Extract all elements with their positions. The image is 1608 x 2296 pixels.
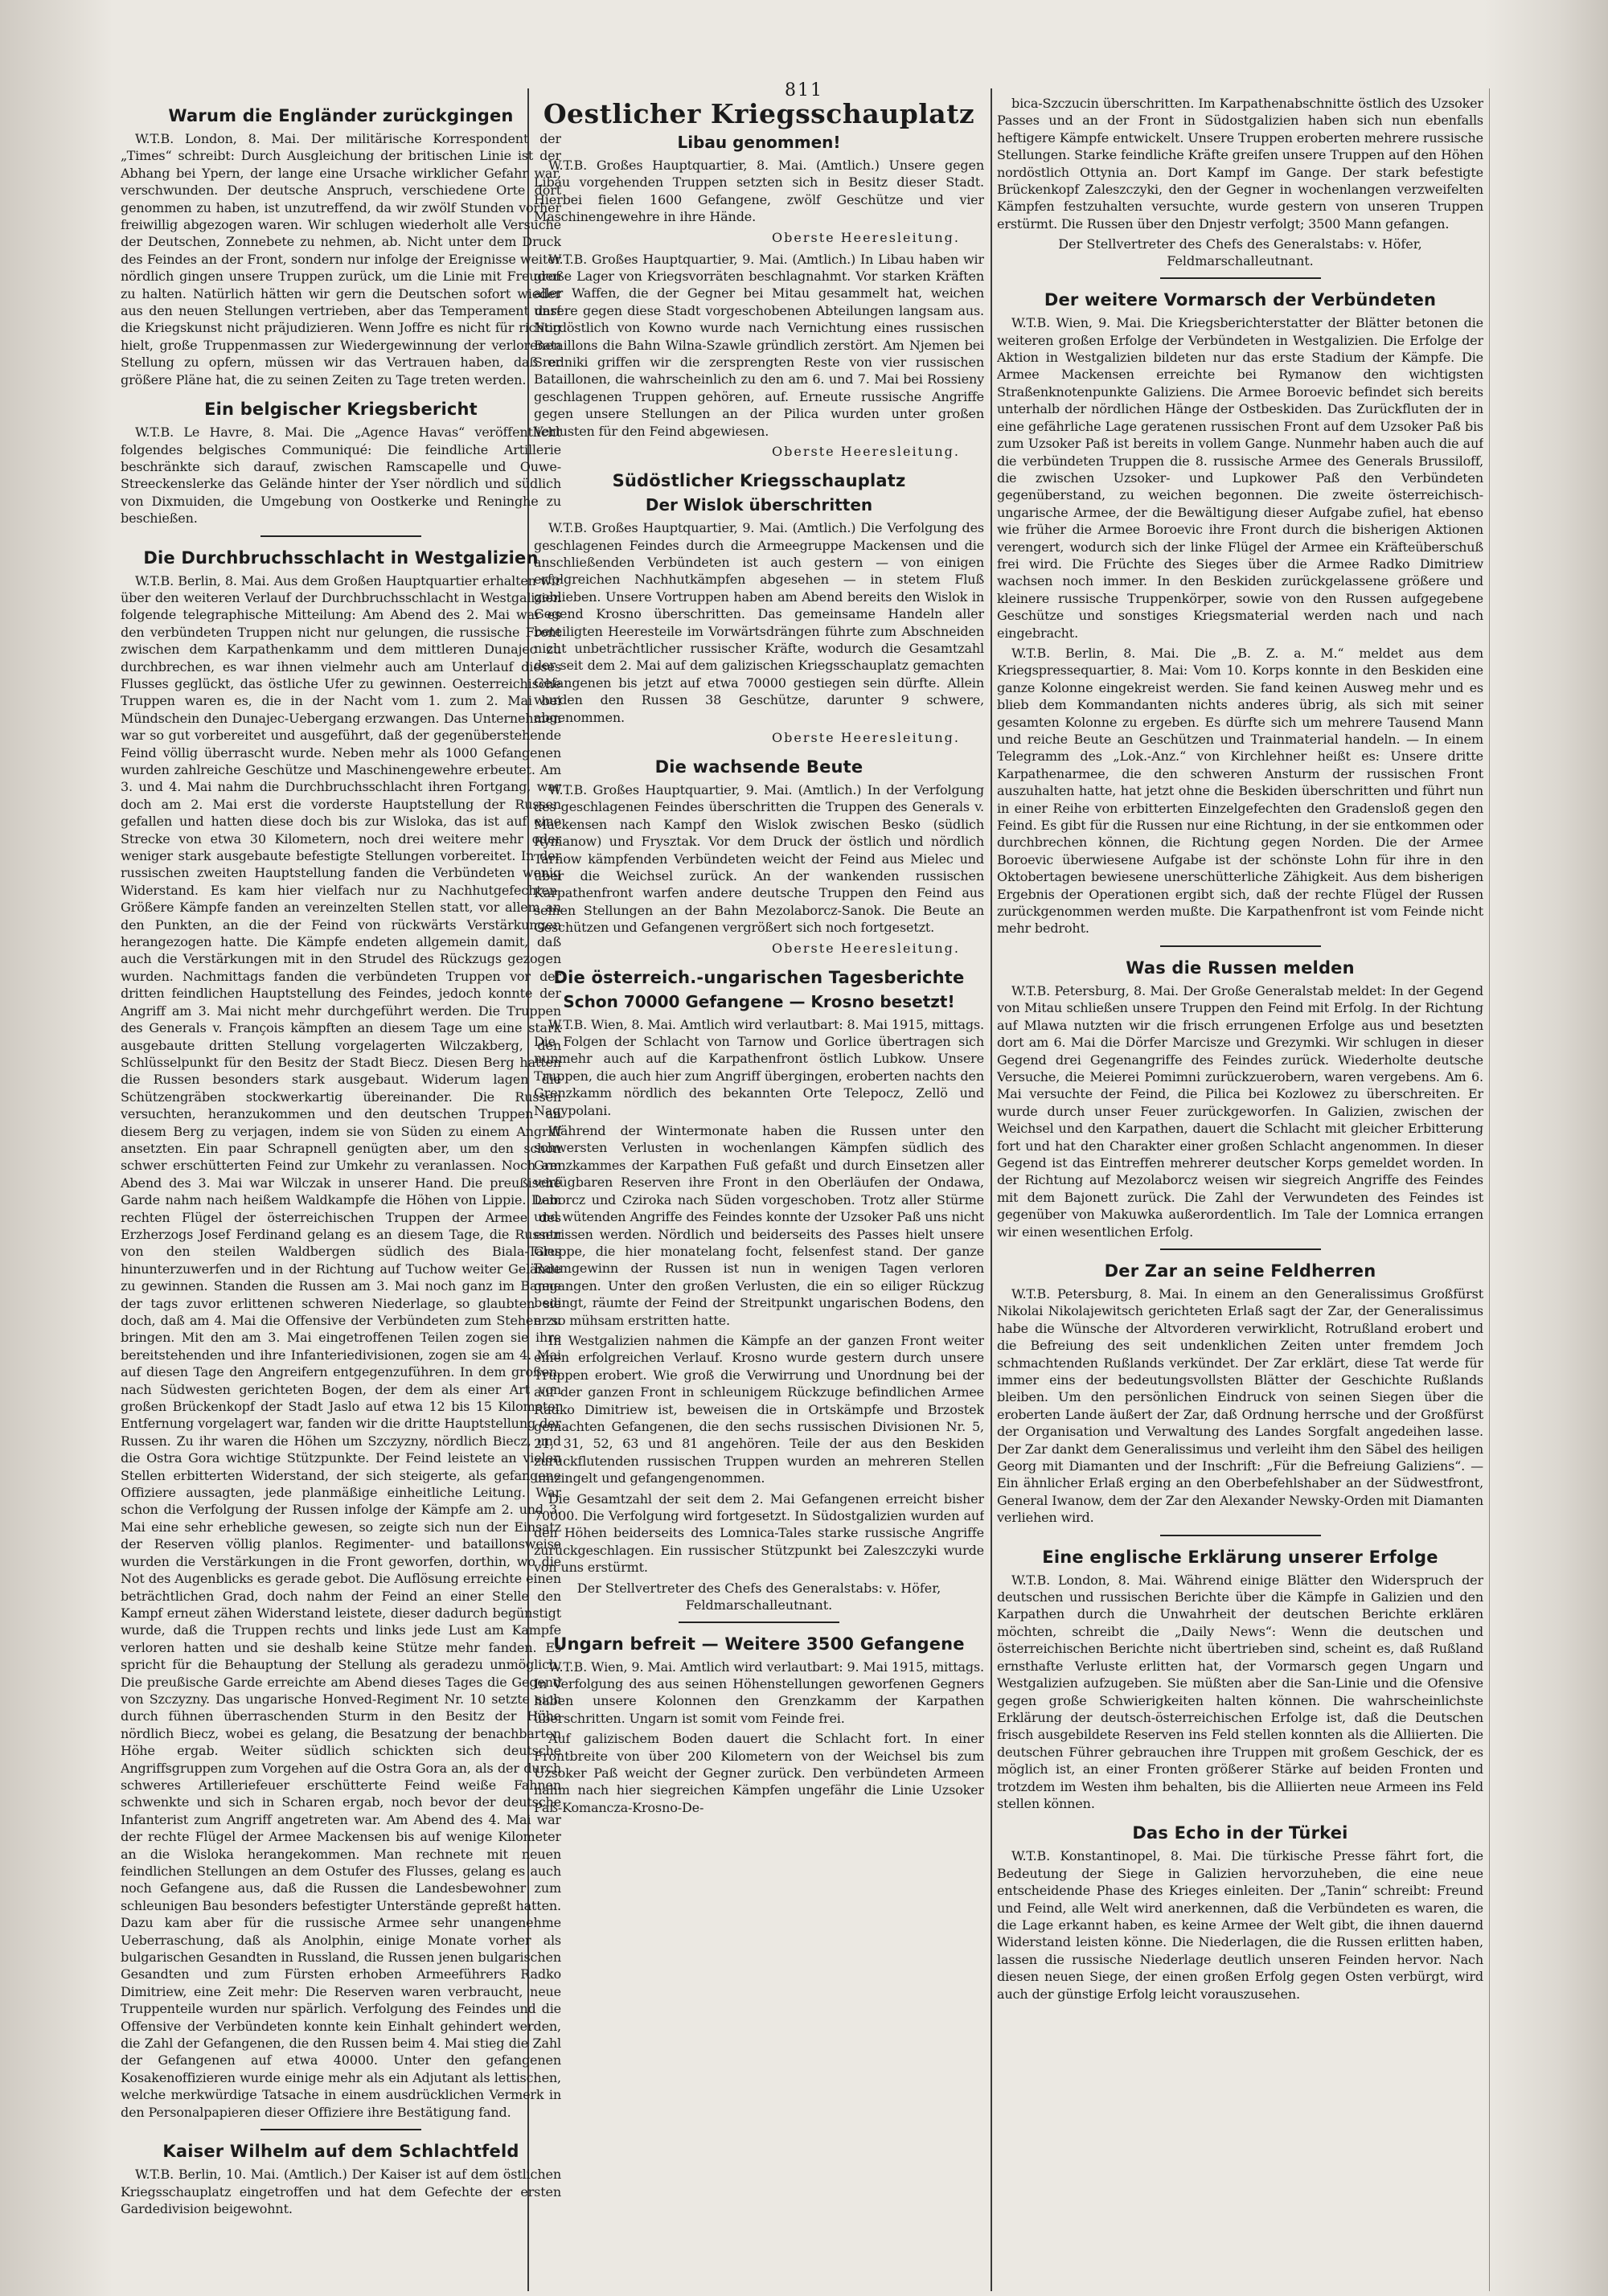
section-separator — [1160, 1248, 1321, 1250]
article-paragraph: W.T.B. Berlin, 10. Mai. (Amtlich.) Der Kaiser ist auf dem östlichen Kriegsschauplatz eingetroffen und hat dem Gefechte der ersten Gardedivision beigewohnt. — [121, 2167, 561, 2216]
section-separator — [1160, 1535, 1321, 1536]
article-paragraph: W.T.B. London, 8. Mai. Während einige Blätter den Widerspruch der deutschen und russischen Berichte über die Kämpfe in Galizien und den Karpathen durch die Unwahrheit der deutschen Berichte erklären möchten, schreibt die „Daily News“: Wenn die deutschen und österreichischen Berichte nicht übertrieben sind, scheint es, daß Rußland ernsthafte Verluste erlitten hat, der Vormarsch gegen Ungarn und Westgalizien aufzugeben. Sie müßten aber die San-Linie und die Ofensive gegen große Schwierigkeiten halten können. Die wahrscheinlichste Erklärung der deutsch-österreichischen Erfolge ist, daß die Deutschen frisch ausgebildete Reserven ins Feld stellen konnten als die Alliierten. Die deutschen Führer gebrauchen ihre Truppen mit großem Geschick, der es möglich ist, an einer Fronten größerer Stärke auf beiden Fronten und trotzdem im Westen ihm behalten, bis die Alliierten neue Armeen ins Feld stellen können. — [997, 1572, 1483, 1811]
article-paragraph: W.T.B. Wien, 9. Mai. Amtlich wird verlautbart: 9. Mai 1915, mittags. In Verfolgung des aus seinen Höhenstellungen geworfenen Gegners haben unsere Kolonnen den Grenzkamm der Karpathen überschritten. Ungarn ist somit vom Feinde frei. — [534, 1658, 984, 1726]
article-signature: Oberste Heeresleitung. — [772, 229, 960, 245]
article-paragraph: W.T.B. Wien, 9. Mai. Die Kriegsberichterstatter der Blätter betonen die weiteren großen Erfolge der Verbündeten in Westgalizien. Die Erfolge der Aktion in Westgalizien bildeten nur das erste Stadium der Kämpfe. Die Armee Mackensen erreichte bei Rymanow den wichtigsten Straßenknotenpunkte Galiziens. Die Armee Boroevic befindet sich bereits unterhalb der nördlichen Hänge der Ostbeskiden. Das Zurückfluten der in eine gefährliche Lage geratenen russischen Front auf dem Uzsoker Paß bis zum Uzsoker Paß ist bereits in vollem Gange. Nunmehr haben auch die auf die verbündeten Truppen die 8. russische Armee des Generals Brussiloff, die zwischen Uzsoker- und Lupkower Paß den Verbündeten gegenüberstand, zu weichen begonnen. Die zweite österreichisch-ungarische Armee, der die Bewältigung dieser Aufgabe zufiel, hat ebenso wie früher die Armee Boroevic ihre Front durch die bisherigen Aktionen verengert, wodurch sich der linke Flügel der Armee ein Kräfteüberschuß frei wird. Die Früchte des Sieges über die Armee Radko Dimitriew wachsen noch immer. In den Beskiden zurückgelassene größere und kleinere russische Truppenkörper, sowie von den Russen aufgegebene Geschütze und sonstiges Kriegsmaterial werden nach und nach eingebracht. — [997, 315, 1483, 641]
article-headline: Die wachsende Beute — [654, 756, 863, 777]
article-headline: Das Echo in der Türkei — [1132, 1823, 1348, 1843]
article-subheadline: Der Wislok überschritten — [645, 495, 873, 515]
article-paragraph: Während der Wintermonate haben die Russen unter den schwersten Verlusten in wochenlangen Kämpfen südlich des Grenzkammes der Karpathen Fuß gefaßt und durch Einsetzen aller verfügbaren Reserven ihre Front in den Oberläufen der Ondawa, Laborcz und Cziroka nach Süden vorgeschoben. Trotz aller Stürme und wütenden Angriffe des Feindes konnte der Uzsoker Paß uns nicht entrissen werden. Nördlich und beiderseits des Passes hielt unsere Gruppe, die hier monatelang focht, felsenfest stand. Der ganze Raumgewinn der Russen ist nun in wenigen Tagen verloren gegangen. Unter den großen Verlusten, die ein so eiliger Rückzug bedingt, räumte der Feind der Streitpunkt ungarischen Bodens, den er so mühsam erstritten hatte. — [534, 1123, 984, 1328]
article-paragraph: W.T.B. Petersburg, 8. Mai. In einem an den Generalissimus Großfürst Nikolai Nikolajewitsch gerichteten Erlaß sagt der Zar, der Generalissimus habe die Wünsche der Altvorderen verwirklicht, Rotrußland erobert und die Befreiung des seit undenklichen Zeiten unter fremdem Joch schmachtenden Rußlands verkündet. Der Zar erklärt, diese Tat werde für immer eins der bedeutungsvollsten Blätter der Geschichte Rußlands bleiben. Um den persönlichen Eindruck von seinen Siegen über die eroberten Lande äußert der Zar, daß Ordnung herrsche und der Großfürst der Organisation und Verwaltung des Landes Sorgfalt angedeihen lasse. Der Zar dankt dem Generalissimus und verleiht ihm den Säbel des heiligen Georg mit Diamanten und der Inschrift: „Für die Befreiung Galiziens“. — Ein ähnlicher Erlaß erging an den Oberbefehlshaber an der Südwestfront, General Iwanow, dem der Zar den Alexander Newsky-Orden mit Diamanten verliehen wird. — [997, 1285, 1483, 1526]
article-paragraph: W.T.B. London, 8. Mai. Der militärische Korrespondent der „Times“ schreibt: Durch Ausgleichung der britischen Linie ist der Abhang bei Ypern, der lange eine Ursache wirklicher Gefahr war, verschwunden. Der deutsche Anspruch, verschiedene Orte dort genommen zu haben, ist unzutreffend, da wir zwölf Stunden vorher freiwillig abgezogen waren. Wir schlugen wiederholt alle Versuche der Deutschen, Zonnebete zu nehmen, ab. Nicht unter dem Druck des Feindes an der Front, sondern nur infolge der Ereignisse weiter nördlich gingen unsere Truppen zurück, um die Linie mit Freuden zu halten. Natürlich hätten wir gern die Deutschen sofort wieder aus den neuen Stellungen vertrieben, aber das Temperament darf die Kriegskunst nicht präjudizieren. Wenn Joffre es nicht für richtig hielt, große Truppenmassen zur Wiedergewinnung der verlorenen Stellung zu opfern, müssen wir das Vertrauen haben, daß er größere Pläne hat, die zu seinen Zeiten zu Tage treten werden. — [121, 131, 561, 387]
article-headline: Ein belgischer Kriegsbericht — [204, 400, 478, 420]
article-paragraph: W.T.B. Petersburg, 8. Mai. Der Große Generalstab meldet: In der Gegend von Mitau schließen unsere Truppen den Feind mit Erfolg. In der Richtung auf Mlawa nutzten wir die frisch errungenen Erfolge aus und besetzten dort am 6. Mai die Dörfer Marcisze und Grezymki. Wir schlugen in dieser Gegend drei Gegenangriffe des Feindes zurück. Wiederholte deutsche Versuche, die Meierei Pomimni zurückzuerobern, waren vergebens. Am 6. Mai versuchte der Feind, die Pilica bei Kozlowez zu überschreiten. Er wurde durch unser Feuer zurückgeworfen. In Galizien, zwischen der Weichsel und den Karpathen, dauert die Schlacht mit gleicher Erbitterung fort und hat den Charakter einer großen Schlacht angenommen. In dieser Gegend ist das Eintreffen mehrerer deutscher Korps gemeldet worden. In der Richtung auf Mezolaborcz weisen wir siegreich Angriffe des Feindes mit dem Bajonett zurück. Die Zahl der Verwundeten des Feindes ist gegenüber von Makuwka außerordentlich. Im Tale der Lomnica errangen wir einen wesentlichen Erfolg. — [997, 982, 1483, 1240]
article-signature: Der Stellvertreter des Chefs des Generalstabs: v. Höfer, Feldmarschalleutnant. — [576, 1580, 941, 1613]
article-signature: Oberste Heeresleitung. — [772, 444, 960, 460]
section-headline: Oestlicher Kriegsschauplatz — [543, 98, 975, 129]
article-headline: Der Zar an seine Feldherren — [1104, 1261, 1376, 1281]
article-headline: Die österreich.-ungarischen Tagesberichte — [553, 967, 965, 987]
article-paragraph: W.T.B. Wien, 8. Mai. Amtlich wird verlautbart: 8. Mai 1915, mittags. Die Folgen der Schlacht von Tarnow und Gorlice übertragen sich nunmehr auch auf die Karpathenfront östlich Lubkow. Unsere Truppen, die auch hier zum Angriff übergingen, eroberten nachts den Grenzkamm nördlich des bekannten Orte Telepocz, Zellö und Nagypolani. — [534, 1016, 984, 1118]
article-headline: Die Durchbruchsschlacht in Westgalizien — [143, 547, 539, 568]
column-middle — [534, 95, 984, 2294]
article-paragraph: W.T.B. Großes Hauptquartier, 9. Mai. (Amtlich.) In der Verfolgung des geschlagenen Feindes überschritten die Truppen des Generals v. Mackensen nach Kampf den Wislok zwischen Besko (südlich Rymanow) und Frysztak. Vor dem Druck der östlich und nördlich Tarnow kämpfenden Verbündeten weicht der Feind aus Mielec und über die Weichsel zurück. An der wankenden russischen Karpathenfront warfen andere deutsche Truppen den Feind aus seinen Stellungen an der Bahn Mezolaborcz-Sanok. Die Beute an Geschützen und Gefangenen vergrößert sich noch fortgesetzt. — [534, 781, 984, 936]
article-paragraph: W.T.B. Großes Hauptquartier, 9. Mai. (Amtlich.) Die Verfolgung des geschlagenen Feindes durch die Armeegruppe Mackensen und die anschließenden Verbündeten ist auch gestern — von einigen erfolgreichen Nachhutkämpfen abgesehen — in stetem Fluß geblieben. Unsere Vortruppen haben am Abend bereits den Wislok in Gegend Krosno überschritten. Das gemeinsame Handeln aller beteiligten Heeresteile im Vorwärtsdrängen führte zum Abschneiden nicht unbeträchtlicher russischer Kräfte, wodurch die Gesamtzahl der seit dem 2. Mai auf dem galizischen Kriegsschauplatz gemachten Gefangenen bis jetzt auf etwa 70000 gestiegen sein dürfte. Allein wurden den Russen 38 Geschütze, darunter 9 schwere, abgenommen. — [534, 520, 984, 725]
column-divider — [991, 88, 992, 2291]
article-paragraph: In Westgalizien nahmen die Kämpfe an der ganzen Front weiter einen erfolgreichen Verlauf. Krosno wurde gestern durch unsere Truppen erobert. Wie groß die Verwirrung und Unordnung bei der auf der ganzen Front in schleunigem Rückzuge befindlichen Armee Radko Dimitriew ist, beweisen die in Ortskämpfe und Brzostek gemachten Gefangenen, die den sechs russischen Divisionen Nr. 5, 21, 31, 52, 63 und 81 angehören. Teile der aus den Beskiden zurückflutenden russischen Truppen wurden an mehreren Stellen umzingelt und gefangengenommen. — [534, 1332, 984, 1486]
article-paragraph: Die Gesamtzahl der seit dem 2. Mai Gefangenen erreicht bisher 70000. Die Verfolgung wird fortgesetzt. In Südostgalizien wurden auf den Höhen beiderseits des Lomnica-Tales starke russische Angriffe zurückgeschlagen. Ein russischer Stützpunkt bei Zaleszczyki wurde von uns erstürmt. — [534, 1490, 984, 1576]
article-subheadline: Schon 70000 Gefangene — Krosno besetzt! — [563, 991, 955, 1011]
column-left — [121, 95, 561, 2282]
section-separator — [260, 2129, 421, 2130]
article-paragraph: W.T.B. Berlin, 8. Mai. Aus dem Großen Hauptquartier erhalten wir über den weiteren Verlauf der Durchbruchsschlacht in Westgalizien folgende telegraphische Mitteilung: Am Abend des 2. Mai war es den verbündeten Truppen nicht nur gelungen, die russische Front zwischen dem Karpathenkamm und dem mittleren Dunajec zu durchbrechen, es war ihnen vielmehr auch am Unterlauf dieses Flusses geglückt, das östliche Ufer zu gewinnen. Oesterreichische Truppen waren es, die in der Nacht vom 1. zum 2. Mai bei Mündschein den Dunajec-Uebergang erzwangen. Das Unternehmen war so gut vorbereitet und ausgeführt, daß der gegenüberstehende Feind völlig überrascht wurde. Neben mehr als 1000 Gefangenen wurden zahlreiche Geschütze und Maschinengewehre erbeutet. Am 3. und 4. Mai nahm die Durchbruchsschlacht ihren Fortgang, war doch am 2. Mai erst die vorderste Hauptstellung der Russen gefallen und hatten diese doch bis zur Wisloka, das ist auf eine Strecke von etwa 30 Kilometern, noch drei weitere mehr oder weniger stark ausgebaute befestigte Stellungen vorbereitet. In der russischen zweiten Hauptstellung fanden die Verbündeten wenig Widerstand. Es kam hier vielfach nur zu Nachhutgefechten. Größere Kämpfe fanden an vereinzelten Stellen statt, vor allem an den Punkten, an die der Feind von rückwärts Verstärkungen herangezogen hatte. Die Kämpfe endeten allgemein damit, daß auch die Verstärkungen mit in den Strudel des Rückzugs gezogen wurden. Nachmittags fanden die verbündeten Truppen vor der dritten feindlichen Hauptstellung des Feindes, jedoch konnte der Angriff am 3. Mai nicht mehr durchgeführt werden. Die Truppen des Generals v. François kämpften an diesem Tage um eine stark ausgebaute dritten Stellung vorgelagerten Wilczakberg, den Schlüsselpunkt für den Besitz der Stadt Biecz. Diesen Berg hatten die Russen besonders stark ausgebaut. Widerum lagen die Schützengräben stockwerkartig übereinander. Die Russen versuchten, heranzukommen und den deutschen Truppen an diesem Berg zu verjagen, indem sie von Süden zu einem Angriff ansetzten. Ein paar Schrapnell genügten aber, um den schon schwer erschütterten Feind zur Umkehr zu veranlassen. Noch am Abend des 3. Mai war Wilczak in unserer Hand. Die preußische Garde nahm nach heißem Waldkampfe die Höhen von Lippie. Dem rechten Flügel der österreichischen Truppen der Armee des Erzherzogs Josef Ferdinand gelang es an diesem Tage, die Russen von den steilen Waldbergen südlich des Biala-Tales hinunterzuwerfen und in der Richtung auf Tuchow weiter Gelände zu gewinnen. Standen die Russen am 3. Mai noch ganz im Banne der tags zuvor erlittenen schweren Niederlage, so glaubten sie doch, daß am 4. Mai die Offensive der Verbündeten zum Stehen zu bringen. Mit den am 3. Mai eingetroffenen Teilen zogen sie ihre bereitstehenden und ihre Infanteriedivisionen, zogen sie am 4. Mai auf diesen Tage den Angreifern entgegenzuführen. In dem großen, nach Südwesten gerichteten Bogen, der dem als einer Art von großen Brückenkopf der Stadt Jaslo auf etwa 12 bis 15 Kilometer Entfernung vorgelagert war, fanden wir die dritte Hauptstellung der Russen. Zu ihr waren die Höhen um Szczyzny, nördlich Biecz, und die Ostra Gora wichtige Stützpunkte. Der Feind leistete an vielen Stellen erbitterten Widerstand, der sich steigerte, als gefangene Offiziere aussagten, jede planmäßige einheitliche Leitung. War schon die Verfolgung der Russen infolge der Kämpfe am 2. und 3. Mai eine sehr erhebliche gewesen, so zeigte sich nun der Einsatz der Reserven völlig planlos. Regimenter- und bataillonsweise wurden die Verstärkungen in die Front geworfen, dorthin, wo die Not des Augenblicks es gerade gebot. Die Auflösung erreichte einen beträchtlichen Grad, doch nahm der Feind an einer Stelle den Kampf erneut zähen Widerstand leistete, dieser dadurch begünstigt wurde, daß die Truppen rechts und links jede Lust am Kampfe verloren hatten und sie deshalb keine Stütze mehr fanden. Es spricht für die Behauptung der Stellung als geradezu unmöglich. Die preußische Garde erreichte am Abend dieses Tages die Gegend von Szczyzny. Das ungarische Honved-Regiment Nr. 10 setzte sich durch fühnen überraschenden Sturm in den Besitz der Höhe nördlich Biecz, wobei es gelang, die Besatzung der benachbarten Höhe ergab. Weiter südlich schickten sich deutsche Angriffsgruppen zum Vorgehen auf die Ostra Gora an, als der durch schweres Artilleriefeuer erschütterte Feind weiße Fahnen schwenkte und sich in Scharen ergab, noch bevor der deutsche Infanterist zum Angriff angetreten war. Am Abend des 4. Mai war der rechte Flügel der Armee Mackensen bis auf wenige Kilometer an die Wisloka herangekommen. Man rechnete mit neuen feindlichen Stellungen an dem Ostufer des Flusses, gelang es auch noch Gefangene aus, daß die Russen die Landesbewohner zum schleunigen Bau besonders befestigter Unterstände gepreßt hatten. Dazu kam aber für die russische Armee sehr unangenehme Ueberraschung, daß als Anolphin, einige Monate vorher als bulgarischen Gesandten in Russland, die Russen jenen bulgarischen Gesandten und zum Fürsten erhoben Armeeführers Radko Dimitriew, eine Zeit mehr: Die Reserven waren verbraucht, neue Truppenteile wurden nur spärlich. Verfolgung des Feindes und die Offensive der Verbündeten konnte kein Einhalt gehindert werden, die Zahl der Gefangenen, die den Russen beim 4. Mai stieg die Zahl der Gefangenen auf etwa 40000. Unter den gefangenen Kosakenoffizieren wurde einige mehr als ein Adjutant als lettischen, welche merkwürdige Tatsache in einem ausdrücklichen Vermerk in den Personalpapieren dieser Offiziere ihre Bestätigung fand. — [121, 572, 561, 2120]
section-separator — [679, 1622, 839, 1623]
article-paragraph: W.T.B. Berlin, 8. Mai. Die „B. Z. a. M.“ meldet aus dem Kriegspressequartier, 8. Mai: Vom 10. Korps konnte in den Beskiden eine ganze Kolonne eingekreist werden. Sie fand keinen Ausweg mehr und es blieb dem Kommandanten nichts anderes übrig, als sich mit seiner gesamten Kolonne zu ergeben. Es dürfte sich um mehrere Tausend Mann und reiche Beute an Geschützen und Trainmaterial handeln. — In einem Telegramm des „Lok.-Anz.“ von Kirchlehner heißt es: Unsere dritte Karpathenarmee, die den schweren Ansturm der russischen Front auszuhalten hatte, hat jetzt ohne die Beskiden überschritten und führt nun in einer Reihe von erbitterten Einzelgefechten den Gradensloß gegen den Feind. Es gibt für die Russen nur eine Richtung, in der sie entkommen oder durchbrechen können, die Richtung gegen Norden. Die der Armee Boroevic überwiesene Aufgabe ist der schönste Lohn für ihre in den Oktobertagen bewiesene unerschütterliche Zähigkeit. Aus dem bisherigen Ergebnis der Operationen ergibt sich, daß der rechte Flügel der Russen zurückgenommen werden mußte. Die Karpathenfront ist vom Feinde nicht mehr bedroht. — [997, 645, 1483, 937]
article-paragraph: W.T.B. Le Havre, 8. Mai. Die „Agence Havas“ veröffentlicht folgendes belgisches Communiqué: Die feindliche Artillerie beschränkte sich darauf, zwischen Ramscapelle und Ouwe-Streeckenslerke das Gelände hinter der Yser nördlich und südlich von Dixmuiden, die Umgebung von Oostkerke und Reninghe zu beschießen. — [121, 424, 561, 527]
section-separator — [1160, 945, 1321, 947]
article-headline: Eine englische Erklärung unserer Erfolge — [1042, 1547, 1438, 1567]
article-headline: Ungarn befreit — Weitere 3500 Gefangene — [553, 1634, 965, 1654]
article-signature: Oberste Heeresleitung. — [772, 940, 960, 956]
section-separator — [260, 535, 421, 537]
right-page-margin — [1483, 0, 1608, 2296]
article-headline: Was die Russen melden — [1126, 957, 1355, 978]
article-headline: Der weitere Vormarsch der Verbündeten — [1044, 290, 1437, 310]
article-headline: Kaiser Wilhelm auf dem Schlachtfeld — [162, 2142, 519, 2162]
article-headline: Südöstlicher Kriegsschauplatz — [612, 471, 906, 491]
section-separator — [1160, 277, 1321, 279]
article-signature: Der Stellvertreter des Chefs des Generalstabs: v. Höfer, Feldmarschalleutnant. — [1058, 236, 1422, 269]
article-paragraph: W.T.B. Konstantinopel, 8. Mai. Die türkische Presse fährt fort, die Bedeutung der Siege in Galizien hervorzuheben, die eine neue entscheidende Phase des Krieges einleiten. Der „Tanin“ schreibt: Freund und Feind, alle Welt wird anerkennen, daß die Verbündeten es waren, die die Lage erkannt haben, es keine Armee der Welt gibt, die ihnen dauernd Widerstand leisten könne. Die Niederlagen, die die Russen erlitten haben, lassen die russische Niederlage deutlich unseren Feinden hervor. Nach diesen neuen Siege, der einen großen Erfolg gegen Osten verbürgt, wird auch der günstige Erfolg leicht vorauszusehen. — [997, 1848, 1483, 2002]
left-page-margin — [0, 0, 113, 2296]
page-number: 811 — [785, 80, 823, 100]
article-paragraph: Auf galizischem Boden dauert die Schlacht fort. In einer Frontbreite von über 200 Kilometern von der Weichsel bis zum Uzsoker Paß weicht der Gegner zurück. Den verbündeten Armeen nahm nach hier siegreichen Kämpfen ungefähr die Linie Uzsoker Paß-Komancza-Krosno-De- — [534, 1731, 984, 1815]
article-paragraph: bica-Szczucin überschritten. Im Karpathenabschnitte östlich des Uzsoker Passes und an der Front in Südostgalizien haben sich nun ebenfalls heftigere Kämpfe entwickelt. Unsere Truppen eroberten mehrere russische Stellungen. Starke feindliche Kräfte greifen unsere Truppen auf den Höhen nordöstlich Ottynia an. Dort Kampf im Gange. Der stark befestigte Brückenkopf Zaleszczyki, den der Gegner in wochenlangen verzweifelten Kämpfen festzuhalten versuchte, wurde gestern von unseren Truppen erstürmt. Die Russen über den Dnjestr verfolgt; 3500 Mann gefangen. — [997, 96, 1483, 232]
column-right — [997, 95, 1483, 2273]
article-subheadline: Libau genommen! — [677, 133, 841, 152]
article-headline: Warum die Engländer zurückgingen — [168, 106, 514, 125]
page-edge-line — [1489, 88, 1490, 2291]
article-paragraph: W.T.B. Großes Hauptquartier, 8. Mai. (Amtlich.) Unsere gegen Libau vorgehenden Truppen setzten sich in Besitz dieser Stadt. Hierbei fielen 1600 Gefangene, zwölf Geschütze und vier Maschinengewehre in ihre Hände. — [534, 158, 984, 225]
article-paragraph: W.T.B. Großes Hauptquartier, 9. Mai. (Amtlich.) In Libau haben wir große Lager von Kriegsvorräten beschlagnahmt. Vor starken Kräften aller Waffen, die der Gegner bei Mitau gesammelt hat, weichen unsere gegen diese Stadt vorgeschobenen Abteilungen langsam aus. Nordöstlich von Kowno wurde nach Vernichtung eines russischen Bataillons die Bahn Wilna-Szawle gründlich zerstört. Am Njemen bei Sredniki griffen wir die zersprengten Reste von vier russischen Bataillonen, die wahrscheinlich zu den am 6. und 7. Mai bei Rossieny geschlagenen Truppen gehören, auf. Erneute russische Angriffe gegen unsere Stellungen an der Pilica wurden unter großen Verlusten für den Feind abgewiesen. — [534, 251, 984, 439]
article-signature: Oberste Heeresleitung. — [772, 729, 960, 745]
